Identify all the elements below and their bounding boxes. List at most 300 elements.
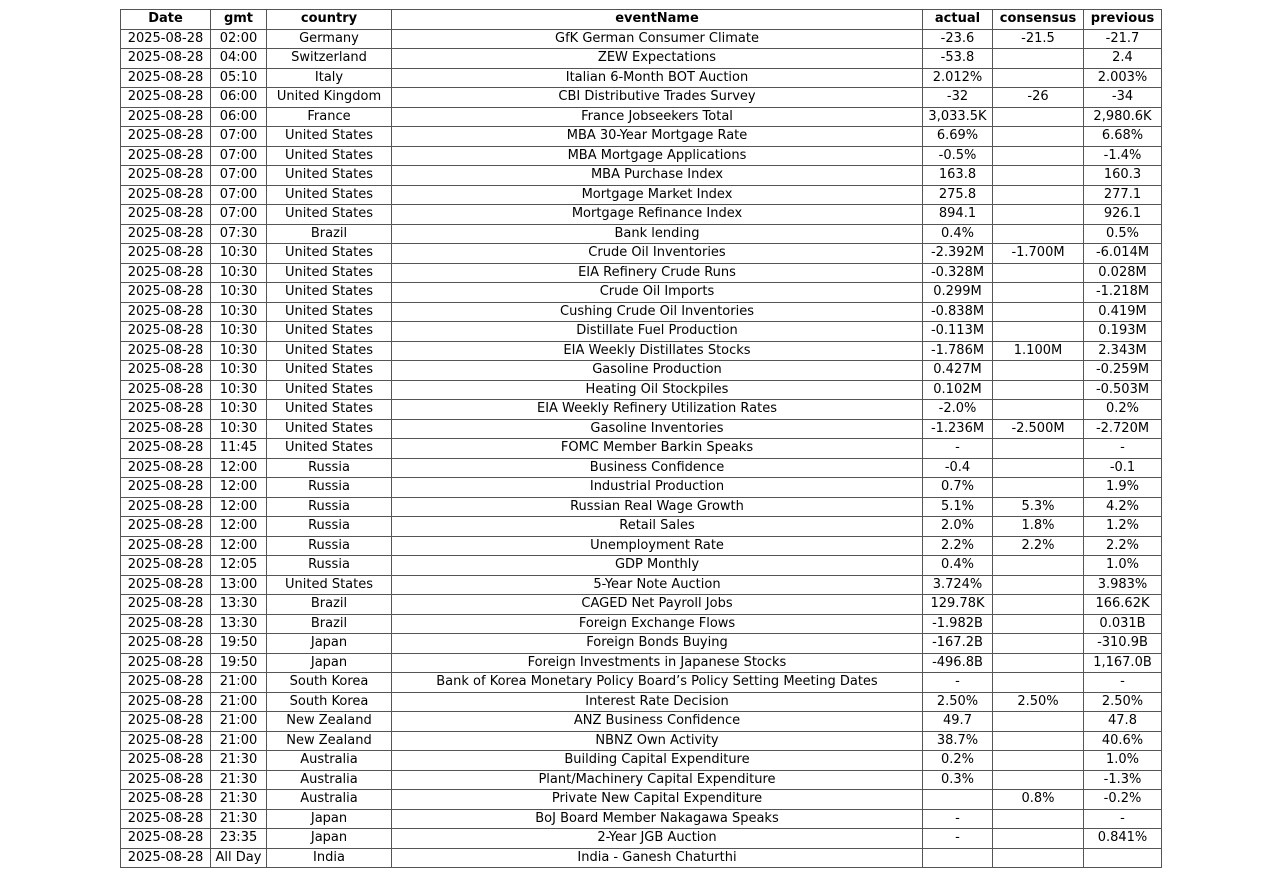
consensus-cell — [993, 575, 1084, 595]
table-row — [121, 673, 1162, 693]
actual-cell: 0.4% — [923, 224, 993, 244]
actual-cell: 0.4% — [923, 556, 993, 576]
consensus-cell — [993, 653, 1084, 673]
actual-cell: 38.7% — [923, 731, 993, 751]
column-header-country: country — [267, 10, 392, 30]
column-header-gmt: gmt — [211, 10, 267, 30]
previous-cell: -1.4% — [1084, 146, 1162, 166]
country-cell: Japan — [267, 809, 392, 829]
actual-cell: 3.724% — [923, 575, 993, 595]
country-cell: Russia — [267, 517, 392, 537]
gmt-cell: 10:30 — [211, 341, 267, 361]
gmt-cell: 12:00 — [211, 458, 267, 478]
country-cell: Italy — [267, 68, 392, 88]
consensus-cell — [993, 751, 1084, 771]
consensus-cell — [993, 166, 1084, 186]
event-name-cell: ANZ Business Confidence — [392, 712, 923, 732]
date-cell: 2025-08-28 — [121, 517, 211, 537]
consensus-cell: -26 — [993, 88, 1084, 108]
country-cell: Japan — [267, 634, 392, 654]
country-cell: Brazil — [267, 224, 392, 244]
gmt-cell: 10:30 — [211, 380, 267, 400]
date-cell: 2025-08-28 — [121, 107, 211, 127]
gmt-cell: 21:00 — [211, 712, 267, 732]
table-row — [121, 49, 1162, 69]
event-name-cell: India - Ganesh Chaturthi — [392, 848, 923, 868]
consensus-cell — [993, 809, 1084, 829]
country-cell: New Zealand — [267, 712, 392, 732]
date-cell: 2025-08-28 — [121, 68, 211, 88]
table-row — [121, 634, 1162, 654]
event-name-cell: Crude Oil Imports — [392, 283, 923, 303]
table-row — [121, 185, 1162, 205]
consensus-cell — [993, 614, 1084, 634]
actual-cell: 2.012% — [923, 68, 993, 88]
previous-cell: - — [1084, 439, 1162, 459]
country-cell: Russia — [267, 478, 392, 498]
date-cell: 2025-08-28 — [121, 712, 211, 732]
actual-cell: 0.299M — [923, 283, 993, 303]
table-row — [121, 88, 1162, 108]
table-row — [121, 302, 1162, 322]
consensus-cell — [993, 283, 1084, 303]
table-row — [121, 517, 1162, 537]
event-name-cell: 2-Year JGB Auction — [392, 829, 923, 849]
table-row — [121, 322, 1162, 342]
consensus-cell — [993, 361, 1084, 381]
previous-cell: 0.841% — [1084, 829, 1162, 849]
date-cell: 2025-08-28 — [121, 497, 211, 517]
table-row — [121, 458, 1162, 478]
country-cell: United States — [267, 263, 392, 283]
gmt-cell: 13:30 — [211, 614, 267, 634]
event-name-cell: EIA Refinery Crude Runs — [392, 263, 923, 283]
date-cell: 2025-08-28 — [121, 829, 211, 849]
table-row — [121, 127, 1162, 147]
date-cell: 2025-08-28 — [121, 341, 211, 361]
consensus-cell — [993, 595, 1084, 615]
table-row — [121, 361, 1162, 381]
previous-cell: -0.1 — [1084, 458, 1162, 478]
consensus-cell — [993, 634, 1084, 654]
event-name-cell: Heating Oil Stockpiles — [392, 380, 923, 400]
consensus-cell — [993, 263, 1084, 283]
country-cell: United States — [267, 185, 392, 205]
actual-cell: -0.4 — [923, 458, 993, 478]
country-cell: United Kingdom — [267, 88, 392, 108]
event-name-cell: Bank lending — [392, 224, 923, 244]
event-name-cell: Industrial Production — [392, 478, 923, 498]
event-name-cell: MBA 30-Year Mortgage Rate — [392, 127, 923, 147]
table-row — [121, 692, 1162, 712]
gmt-cell: 21:30 — [211, 809, 267, 829]
gmt-cell: 12:00 — [211, 517, 267, 537]
event-name-cell: Gasoline Production — [392, 361, 923, 381]
previous-cell: 1.0% — [1084, 751, 1162, 771]
country-cell: United States — [267, 244, 392, 264]
date-cell: 2025-08-28 — [121, 439, 211, 459]
consensus-cell: 2.50% — [993, 692, 1084, 712]
event-name-cell: Crude Oil Inventories — [392, 244, 923, 264]
consensus-cell — [993, 107, 1084, 127]
gmt-cell: 07:00 — [211, 166, 267, 186]
table-row — [121, 790, 1162, 810]
date-cell: 2025-08-28 — [121, 556, 211, 576]
actual-cell: 2.0% — [923, 517, 993, 537]
gmt-cell: 12:05 — [211, 556, 267, 576]
country-cell: Germany — [267, 29, 392, 49]
consensus-cell — [993, 400, 1084, 420]
table-row — [121, 439, 1162, 459]
country-cell: Brazil — [267, 595, 392, 615]
previous-cell: 926.1 — [1084, 205, 1162, 225]
date-cell: 2025-08-28 — [121, 166, 211, 186]
actual-cell: - — [923, 809, 993, 829]
header-row — [121, 10, 1162, 30]
gmt-cell: 12:00 — [211, 478, 267, 498]
event-name-cell: 5-Year Note Auction — [392, 575, 923, 595]
event-name-cell: NBNZ Own Activity — [392, 731, 923, 751]
event-name-cell: Private New Capital Expenditure — [392, 790, 923, 810]
date-cell: 2025-08-28 — [121, 731, 211, 751]
event-name-cell: Foreign Exchange Flows — [392, 614, 923, 634]
event-name-cell: Russian Real Wage Growth — [392, 497, 923, 517]
event-name-cell: Interest Rate Decision — [392, 692, 923, 712]
date-cell: 2025-08-28 — [121, 770, 211, 790]
previous-cell: 0.419M — [1084, 302, 1162, 322]
actual-cell: -0.113M — [923, 322, 993, 342]
actual-cell: 2.50% — [923, 692, 993, 712]
table-row — [121, 497, 1162, 517]
gmt-cell: 21:00 — [211, 673, 267, 693]
country-cell: Japan — [267, 829, 392, 849]
actual-cell — [923, 848, 993, 868]
gmt-cell: All Day — [211, 848, 267, 868]
actual-cell: -2.0% — [923, 400, 993, 420]
gmt-cell: 07:30 — [211, 224, 267, 244]
previous-cell: - — [1084, 809, 1162, 829]
consensus-cell — [993, 731, 1084, 751]
gmt-cell: 10:30 — [211, 361, 267, 381]
actual-cell: -0.328M — [923, 263, 993, 283]
date-cell: 2025-08-28 — [121, 244, 211, 264]
country-cell: Brazil — [267, 614, 392, 634]
consensus-cell — [993, 302, 1084, 322]
column-header-consensus: consensus — [993, 10, 1084, 30]
previous-cell: 2.4 — [1084, 49, 1162, 69]
date-cell: 2025-08-28 — [121, 575, 211, 595]
actual-cell: -0.5% — [923, 146, 993, 166]
actual-cell: -23.6 — [923, 29, 993, 49]
country-cell: United States — [267, 127, 392, 147]
country-cell: India — [267, 848, 392, 868]
actual-cell: 6.69% — [923, 127, 993, 147]
country-cell: United States — [267, 400, 392, 420]
country-cell: United States — [267, 575, 392, 595]
actual-cell: -32 — [923, 88, 993, 108]
previous-cell: -34 — [1084, 88, 1162, 108]
actual-cell: -2.392M — [923, 244, 993, 264]
gmt-cell: 10:30 — [211, 322, 267, 342]
date-cell: 2025-08-28 — [121, 595, 211, 615]
gmt-cell: 07:00 — [211, 127, 267, 147]
gmt-cell: 21:30 — [211, 770, 267, 790]
event-name-cell: EIA Weekly Distillates Stocks — [392, 341, 923, 361]
event-name-cell: Plant/Machinery Capital Expenditure — [392, 770, 923, 790]
date-cell: 2025-08-28 — [121, 653, 211, 673]
consensus-cell — [993, 829, 1084, 849]
actual-cell: 0.427M — [923, 361, 993, 381]
event-name-cell: ZEW Expectations — [392, 49, 923, 69]
column-header-date: Date — [121, 10, 211, 30]
consensus-cell — [993, 556, 1084, 576]
economic-calendar-table — [120, 9, 1162, 868]
actual-cell: 0.102M — [923, 380, 993, 400]
consensus-cell — [993, 185, 1084, 205]
country-cell: Japan — [267, 653, 392, 673]
table-row — [121, 29, 1162, 49]
consensus-cell — [993, 439, 1084, 459]
table-row — [121, 731, 1162, 751]
table-row — [121, 283, 1162, 303]
table-row — [121, 712, 1162, 732]
previous-cell: 6.68% — [1084, 127, 1162, 147]
previous-cell: 2.50% — [1084, 692, 1162, 712]
table-row — [121, 341, 1162, 361]
date-cell: 2025-08-28 — [121, 88, 211, 108]
date-cell: 2025-08-28 — [121, 809, 211, 829]
event-name-cell: Distillate Fuel Production — [392, 322, 923, 342]
consensus-cell — [993, 68, 1084, 88]
table-row — [121, 575, 1162, 595]
actual-cell: 894.1 — [923, 205, 993, 225]
gmt-cell: 06:00 — [211, 107, 267, 127]
date-cell: 2025-08-28 — [121, 634, 211, 654]
actual-cell: 3,033.5K — [923, 107, 993, 127]
table-row — [121, 751, 1162, 771]
gmt-cell: 10:30 — [211, 283, 267, 303]
actual-cell: -1.236M — [923, 419, 993, 439]
country-cell: United States — [267, 361, 392, 381]
gmt-cell: 21:00 — [211, 731, 267, 751]
gmt-cell: 12:00 — [211, 536, 267, 556]
gmt-cell: 23:35 — [211, 829, 267, 849]
previous-cell: 166.62K — [1084, 595, 1162, 615]
event-name-cell: MBA Purchase Index — [392, 166, 923, 186]
previous-cell: -1.3% — [1084, 770, 1162, 790]
actual-cell: 0.3% — [923, 770, 993, 790]
event-name-cell: France Jobseekers Total — [392, 107, 923, 127]
table-row — [121, 556, 1162, 576]
table-row — [121, 419, 1162, 439]
consensus-cell: 1.100M — [993, 341, 1084, 361]
country-cell: United States — [267, 419, 392, 439]
date-cell: 2025-08-28 — [121, 322, 211, 342]
event-name-cell: Business Confidence — [392, 458, 923, 478]
table-body — [121, 29, 1162, 868]
consensus-cell: 5.3% — [993, 497, 1084, 517]
date-cell: 2025-08-28 — [121, 185, 211, 205]
table-row — [121, 536, 1162, 556]
gmt-cell: 10:30 — [211, 419, 267, 439]
gmt-cell: 11:45 — [211, 439, 267, 459]
date-cell: 2025-08-28 — [121, 790, 211, 810]
table-row — [121, 614, 1162, 634]
previous-cell: -6.014M — [1084, 244, 1162, 264]
date-cell: 2025-08-28 — [121, 751, 211, 771]
table-row — [121, 380, 1162, 400]
date-cell: 2025-08-28 — [121, 29, 211, 49]
gmt-cell: 04:00 — [211, 49, 267, 69]
event-name-cell: Mortgage Market Index — [392, 185, 923, 205]
actual-cell: 0.7% — [923, 478, 993, 498]
column-header-previous: previous — [1084, 10, 1162, 30]
date-cell: 2025-08-28 — [121, 848, 211, 868]
country-cell: Russia — [267, 458, 392, 478]
table-row — [121, 146, 1162, 166]
actual-cell: - — [923, 439, 993, 459]
table-row — [121, 770, 1162, 790]
event-name-cell: Building Capital Expenditure — [392, 751, 923, 771]
table-row — [121, 205, 1162, 225]
previous-cell: -2.720M — [1084, 419, 1162, 439]
date-cell: 2025-08-28 — [121, 205, 211, 225]
consensus-cell: -21.5 — [993, 29, 1084, 49]
country-cell: South Korea — [267, 673, 392, 693]
consensus-cell — [993, 848, 1084, 868]
previous-cell: -1.218M — [1084, 283, 1162, 303]
actual-cell: - — [923, 829, 993, 849]
country-cell: South Korea — [267, 692, 392, 712]
previous-cell: -310.9B — [1084, 634, 1162, 654]
date-cell: 2025-08-28 — [121, 458, 211, 478]
gmt-cell: 05:10 — [211, 68, 267, 88]
consensus-cell — [993, 146, 1084, 166]
gmt-cell: 02:00 — [211, 29, 267, 49]
country-cell: Australia — [267, 751, 392, 771]
previous-cell: 47.8 — [1084, 712, 1162, 732]
previous-cell: -21.7 — [1084, 29, 1162, 49]
consensus-cell — [993, 49, 1084, 69]
gmt-cell: 21:00 — [211, 692, 267, 712]
event-name-cell: Retail Sales — [392, 517, 923, 537]
event-name-cell: GDP Monthly — [392, 556, 923, 576]
gmt-cell: 07:00 — [211, 185, 267, 205]
event-name-cell: BoJ Board Member Nakagawa Speaks — [392, 809, 923, 829]
consensus-cell: 1.8% — [993, 517, 1084, 537]
country-cell: Australia — [267, 790, 392, 810]
event-name-cell: CAGED Net Payroll Jobs — [392, 595, 923, 615]
gmt-cell: 07:00 — [211, 205, 267, 225]
previous-cell: 160.3 — [1084, 166, 1162, 186]
date-cell: 2025-08-28 — [121, 400, 211, 420]
consensus-cell — [993, 770, 1084, 790]
event-name-cell: Foreign Bonds Buying — [392, 634, 923, 654]
country-cell: Russia — [267, 556, 392, 576]
table-row — [121, 244, 1162, 264]
previous-cell: 40.6% — [1084, 731, 1162, 751]
event-name-cell: EIA Weekly Refinery Utilization Rates — [392, 400, 923, 420]
consensus-cell: -1.700M — [993, 244, 1084, 264]
consensus-cell — [993, 673, 1084, 693]
gmt-cell: 10:30 — [211, 400, 267, 420]
actual-cell: -0.838M — [923, 302, 993, 322]
previous-cell: -0.259M — [1084, 361, 1162, 381]
country-cell: United States — [267, 439, 392, 459]
previous-cell: 3.983% — [1084, 575, 1162, 595]
date-cell: 2025-08-28 — [121, 692, 211, 712]
event-name-cell: MBA Mortgage Applications — [392, 146, 923, 166]
consensus-cell — [993, 127, 1084, 147]
gmt-cell: 13:30 — [211, 595, 267, 615]
date-cell: 2025-08-28 — [121, 302, 211, 322]
table-row — [121, 400, 1162, 420]
previous-cell — [1084, 848, 1162, 868]
date-cell: 2025-08-28 — [121, 283, 211, 303]
event-name-cell: CBI Distributive Trades Survey — [392, 88, 923, 108]
country-cell: United States — [267, 341, 392, 361]
table-row — [121, 68, 1162, 88]
gmt-cell: 06:00 — [211, 88, 267, 108]
actual-cell: -1.982B — [923, 614, 993, 634]
date-cell: 2025-08-28 — [121, 49, 211, 69]
consensus-cell: -2.500M — [993, 419, 1084, 439]
date-cell: 2025-08-28 — [121, 536, 211, 556]
table-row — [121, 478, 1162, 498]
actual-cell: -496.8B — [923, 653, 993, 673]
gmt-cell: 12:00 — [211, 497, 267, 517]
gmt-cell: 21:30 — [211, 790, 267, 810]
date-cell: 2025-08-28 — [121, 419, 211, 439]
country-cell: Russia — [267, 536, 392, 556]
previous-cell: 2.003% — [1084, 68, 1162, 88]
consensus-cell: 2.2% — [993, 536, 1084, 556]
country-cell: Australia — [267, 770, 392, 790]
consensus-cell — [993, 380, 1084, 400]
country-cell: United States — [267, 205, 392, 225]
gmt-cell: 10:30 — [211, 263, 267, 283]
gmt-cell: 19:50 — [211, 634, 267, 654]
country-cell: New Zealand — [267, 731, 392, 751]
previous-cell: 277.1 — [1084, 185, 1162, 205]
date-cell: 2025-08-28 — [121, 614, 211, 634]
table-row — [121, 809, 1162, 829]
country-cell: United States — [267, 283, 392, 303]
event-name-cell: GfK German Consumer Climate — [392, 29, 923, 49]
country-cell: United States — [267, 322, 392, 342]
consensus-cell — [993, 224, 1084, 244]
table-row — [121, 263, 1162, 283]
country-cell: United States — [267, 380, 392, 400]
table-row — [121, 595, 1162, 615]
actual-cell: -167.2B — [923, 634, 993, 654]
event-name-cell: Italian 6-Month BOT Auction — [392, 68, 923, 88]
consensus-cell — [993, 712, 1084, 732]
previous-cell: 1.9% — [1084, 478, 1162, 498]
event-name-cell: Cushing Crude Oil Inventories — [392, 302, 923, 322]
date-cell: 2025-08-28 — [121, 380, 211, 400]
consensus-cell — [993, 205, 1084, 225]
consensus-cell — [993, 322, 1084, 342]
event-name-cell: Gasoline Inventories — [392, 419, 923, 439]
event-name-cell: Unemployment Rate — [392, 536, 923, 556]
previous-cell: 1.0% — [1084, 556, 1162, 576]
date-cell: 2025-08-28 — [121, 478, 211, 498]
previous-cell: 2.2% — [1084, 536, 1162, 556]
actual-cell: 129.78K — [923, 595, 993, 615]
country-cell: United States — [267, 166, 392, 186]
previous-cell: 0.193M — [1084, 322, 1162, 342]
